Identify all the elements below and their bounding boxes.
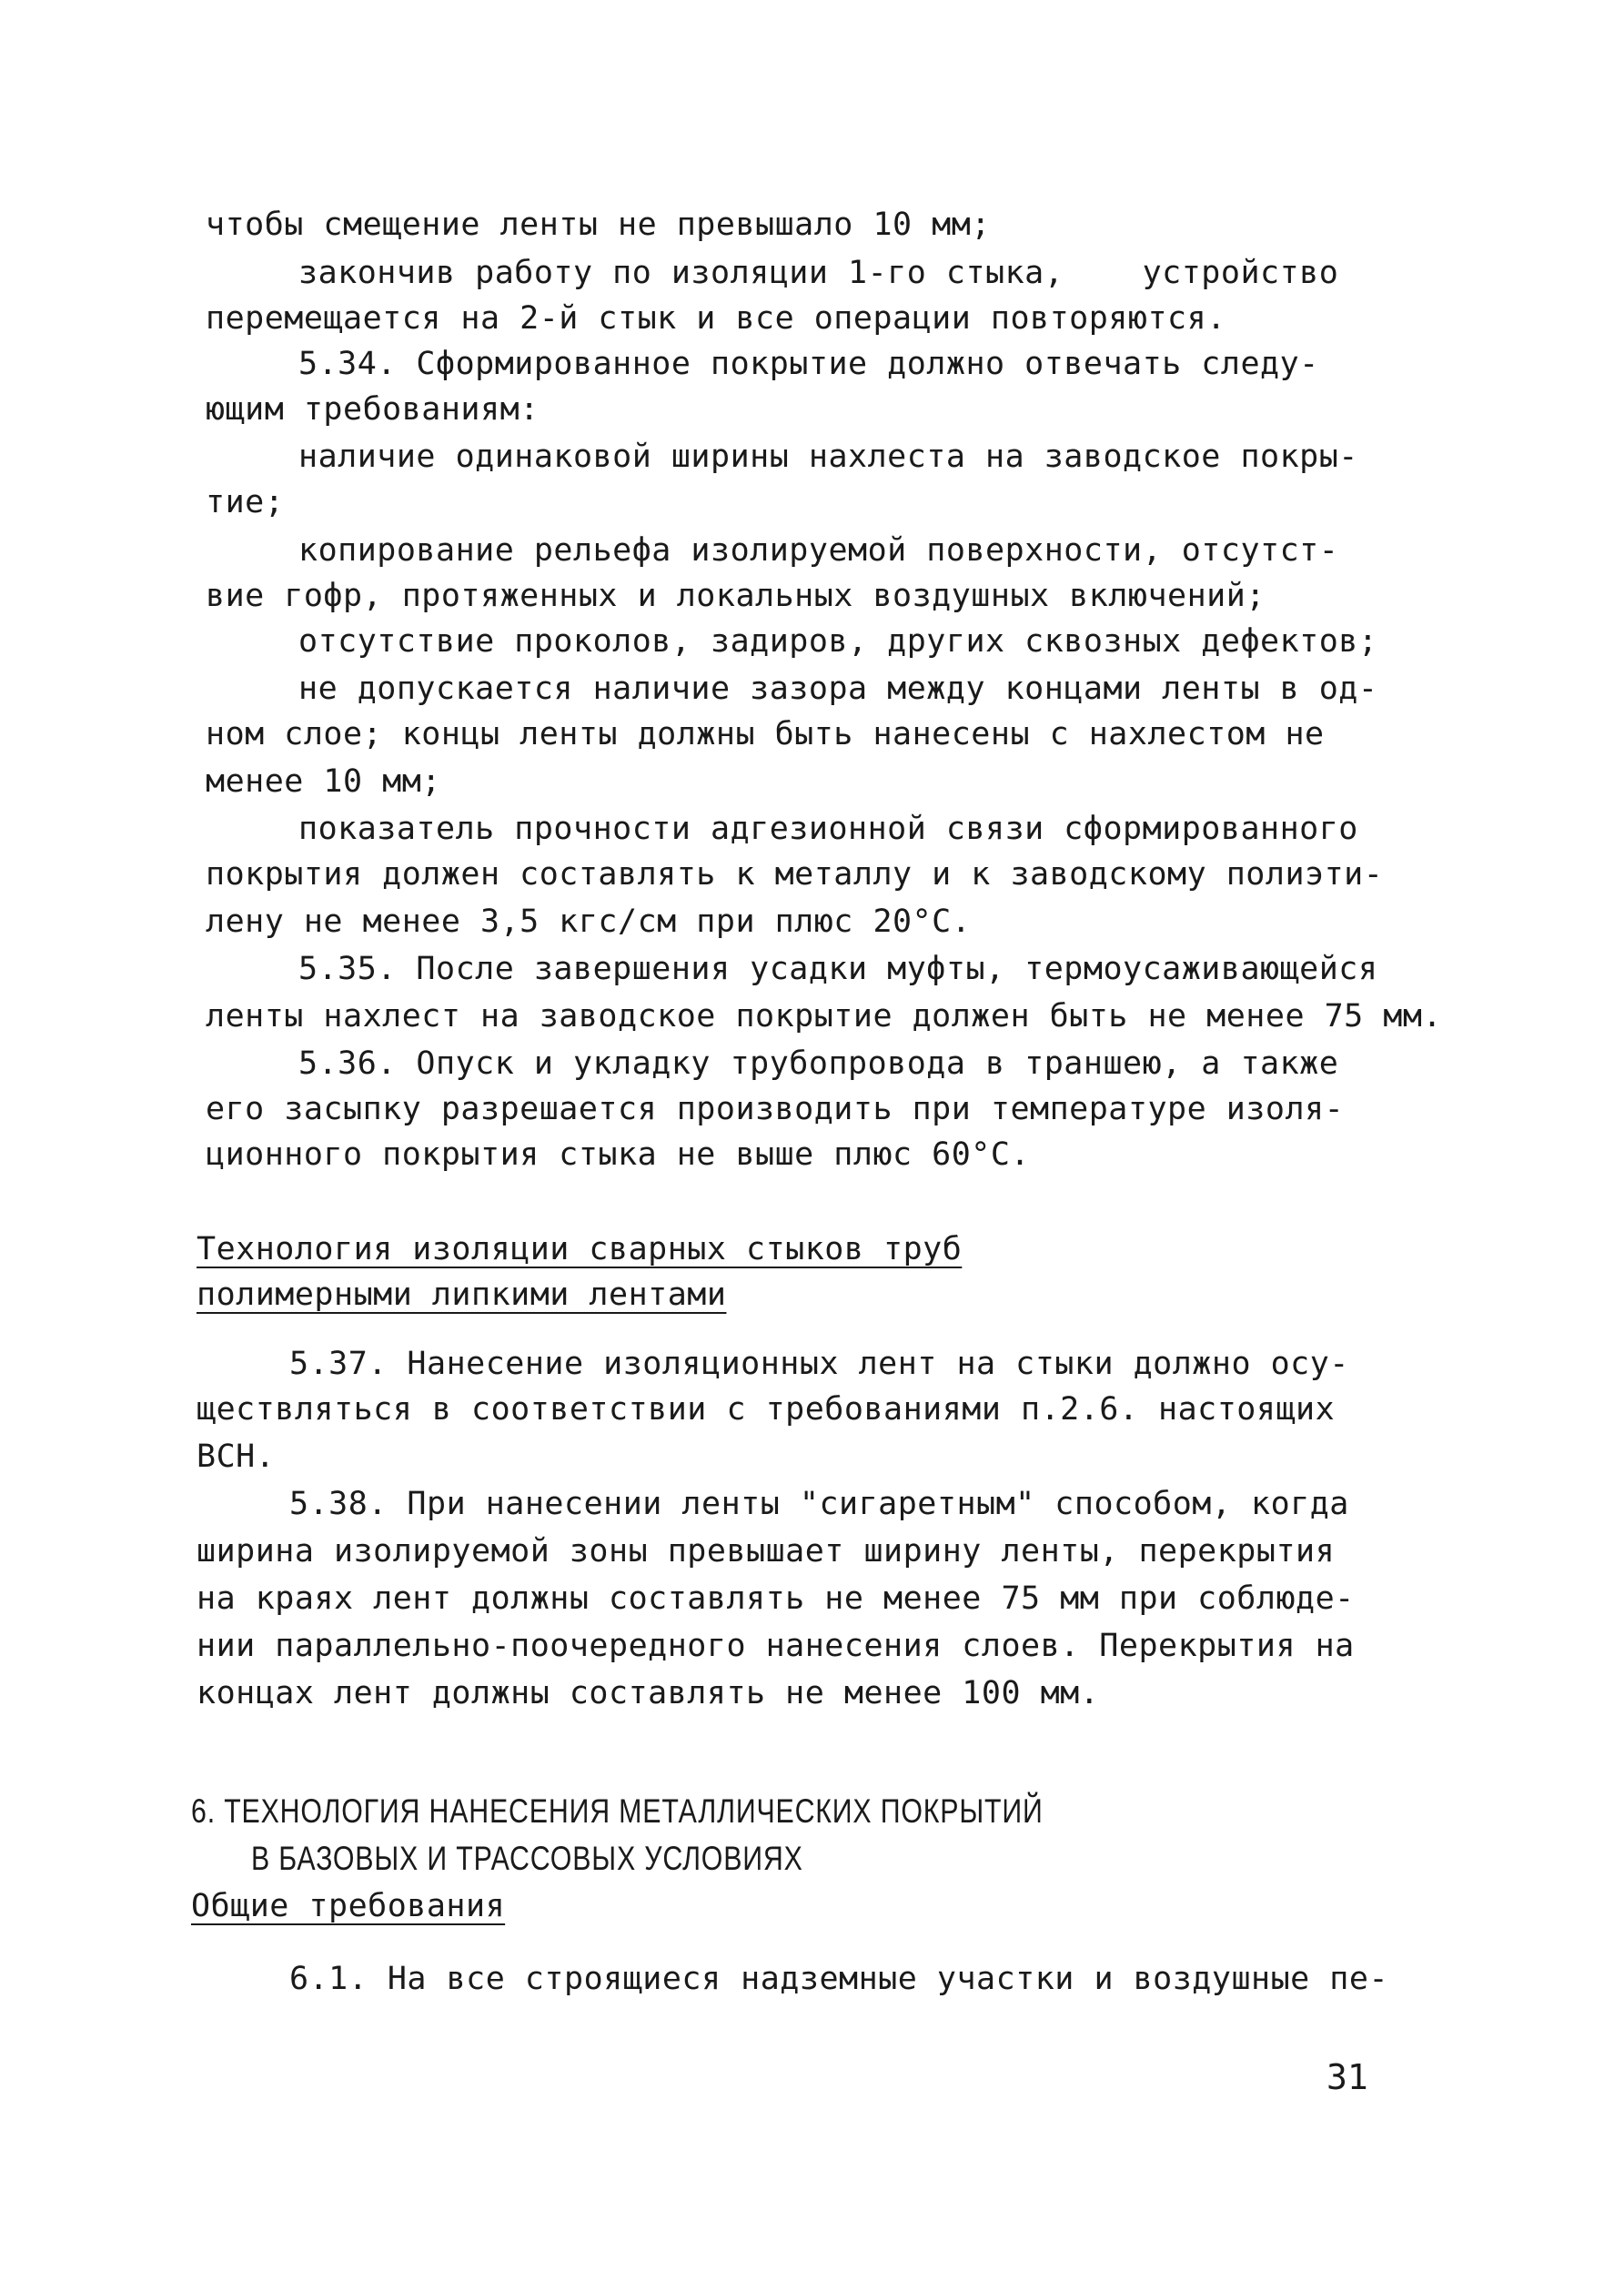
section-heading: 6. ТЕХНОЛОГИЯ НАНЕСЕНИЯ МЕТАЛЛИЧЕСКИХ ПОКРЫТИЙ: [191, 1792, 1044, 1830]
text-line: отсутствие проколов, задиров, других сквозных дефектов;: [298, 623, 1378, 660]
text-line: ционного покрытия стыка не выше плюс 60°С.: [206, 1136, 1031, 1173]
text-line: наличие одинаковой ширины нахлеста на заводское покры-: [298, 439, 1358, 475]
text-line: ленты нахлест на заводское покрытие должен быть не менее 75 мм.: [206, 998, 1443, 1035]
text-line: вие гофр, протяженных и локальных воздушных включений;: [206, 578, 1266, 614]
paragraph-5-36: 5.36. Опуск и укладку трубопровода в траншею, а также: [298, 1045, 1339, 1082]
text-line: копирование рельефа изолируемой поверхности, отсутст-: [298, 532, 1339, 569]
subheading-technology-cont: полимерными липкими лентами: [197, 1277, 727, 1313]
page-number: 31: [1326, 2057, 1368, 2097]
text-line: не допускается наличие зазора между концами ленты в од-: [298, 671, 1378, 707]
subheading-technology: Технология изоляции сварных стыков труб: [197, 1231, 963, 1267]
paragraph-5-35: 5.35. После завершения усадки муфты, термоусаживающейся: [298, 951, 1378, 987]
paragraph-6-1: 6.1. На все строящиеся надземные участки и воздушные пе-: [289, 1961, 1389, 1997]
text-line: ществляться в соответствии с требованиями п.2.6. настоящих: [197, 1391, 1336, 1428]
text-line: ширина изолируемой зоны превышает ширину ленты, перекрытия: [197, 1533, 1336, 1570]
text-line: лену не менее 3,5 кгс/см при плюс 20°С.: [206, 903, 972, 940]
text-line: ном слое; концы ленты должны быть нанесены с нахлестом не: [206, 716, 1325, 752]
text-line: нии параллельно-поочередного нанесения слоев. Перекрытия на: [197, 1628, 1355, 1664]
text-line: ВСН.: [197, 1438, 276, 1475]
text-line: покрытия должен составлять к металлу и к заводскому полиэти-: [206, 856, 1384, 893]
text-line: на краях лент должны составлять не менее 75 мм при соблюде-: [197, 1580, 1355, 1617]
text-line: показатель прочности адгезионной связи сформированного: [298, 811, 1358, 847]
text-line: закончив работу по изоляции 1-го стыка, устройство: [298, 255, 1339, 291]
paragraph-5-37: 5.37. Нанесение изоляционных лент на стыки должно осу-: [289, 1346, 1349, 1382]
subheading-general-requirements: Общие требования: [191, 1888, 506, 1924]
text-line: ющим требованиям:: [206, 391, 540, 428]
text-line: чтобы смещение ленты не превышало 10 мм;: [206, 207, 991, 243]
text-line: концах лент должны составлять не менее 100 мм.: [197, 1675, 1100, 1711]
text-line: тие;: [206, 484, 285, 520]
section-heading-cont: В БАЗОВЫХ И ТРАССОВЫХ УСЛОВИЯХ: [251, 1840, 803, 1877]
paragraph-5-38: 5.38. При нанесении ленты "сигаретным" способом, когда: [289, 1486, 1349, 1522]
text-line: менее 10 мм;: [206, 763, 441, 800]
paragraph-5-34: 5.34. Сформированное покрытие должно отвечать следу-: [298, 346, 1319, 382]
text-line: его засыпку разрешается производить при температуре изоля-: [206, 1091, 1345, 1127]
text-line: перемещается на 2-й стык и все операции повторяются.: [206, 300, 1226, 337]
